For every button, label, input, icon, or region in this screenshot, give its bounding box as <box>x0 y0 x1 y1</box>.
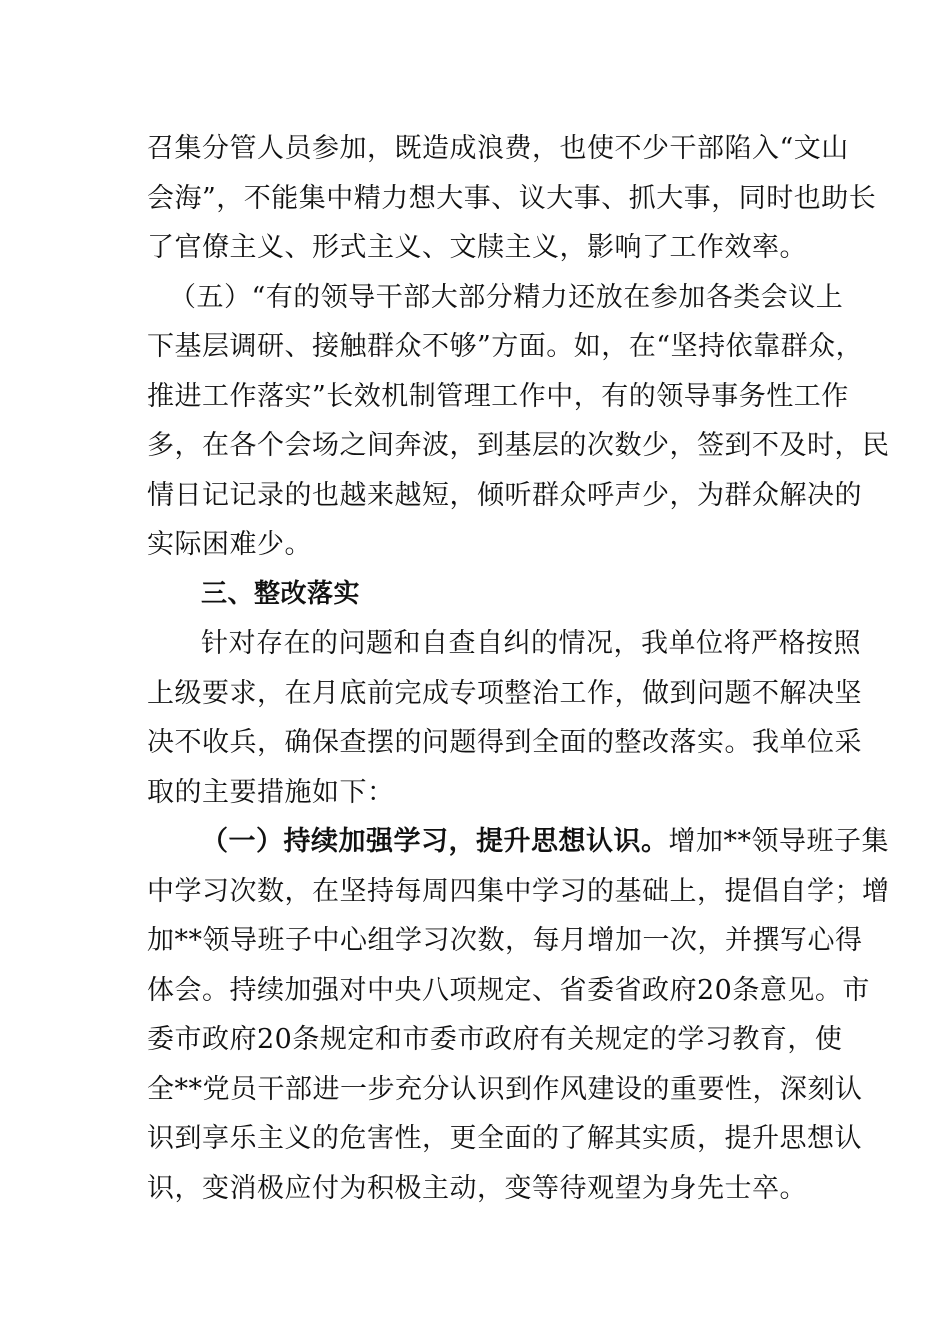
paragraph-item-five <box>147 273 890 570</box>
text-line: 下基层调研、接触群众不够”方面。如，在“坚持依靠群众， <box>147 331 864 362</box>
section-heading: 三、整改落实 <box>201 578 361 609</box>
paragraph-measure-one <box>147 817 890 1213</box>
text-line: （五）“有的领导干部大部分精力还放在参加各类会议上 <box>169 281 844 313</box>
text-line: 委市政府20条规定和市委市政府有关规定的学习教育，使 <box>147 1024 843 1055</box>
text-line: 了官僚主义、形式主义、文牍主义，影响了工作效率。 <box>147 232 807 263</box>
text-line: 针对存在的问题和自查自纠的情况，我单位将严格按照 <box>201 628 861 659</box>
text-line: 多，在各个会场之间奔波，到基层的次数少，签到不及时，民 <box>147 430 890 461</box>
text-line: 识到享乐主义的危害性，更全面的了解其实质，提升思想认 <box>147 1123 862 1154</box>
measure-text: 增加**领导班子集 <box>668 826 889 857</box>
text-line: 体会。持续加强对中央八项规定、省委省政府20条意见。市 <box>147 974 870 1006</box>
text-line: 全**党员干部进一步充分认识到作风建设的重要性，深刻认 <box>147 1073 863 1105</box>
text-line: 会海”，不能集中精力想大事、议大事、抓大事，同时也助长 <box>147 182 877 214</box>
paragraph-intro <box>147 619 862 817</box>
text-line: 识，变消极应付为积极主动，变等待观望为身先士卒。 <box>147 1172 807 1204</box>
text-line: 召集分管人员参加，既造成浪费，也使不少干部陷入“文山 <box>147 133 849 164</box>
text-line: 上级要求，在月底前完成专项整治工作，做到问题不解决坚 <box>147 677 862 709</box>
text-line <box>147 817 889 867</box>
paragraph-continuation <box>147 124 877 273</box>
text-line: 推进工作落实”长效机制管理工作中，有的领导事务性工作 <box>147 380 849 412</box>
text-line: 取的主要措施如下： <box>147 776 395 808</box>
measure-title: （一）持续加强学习，提升思想认识。 <box>201 826 669 857</box>
text-line: 实际困难少。 <box>147 529 312 560</box>
text-line: 决不收兵，确保查摆的问题得到全面的整改落实。我单位采 <box>147 727 862 758</box>
text-line: 中学习次数，在坚持每周四集中学习的基础上，提倡自学；增 <box>147 875 890 907</box>
text-line: 情日记记录的也越来越短，倾听群众呼声少，为群众解决的 <box>147 479 862 511</box>
text-line: 加**领导班子中心组学习次数，每月增加一次，并撰写心得 <box>147 925 863 956</box>
document-body <box>147 124 890 1213</box>
